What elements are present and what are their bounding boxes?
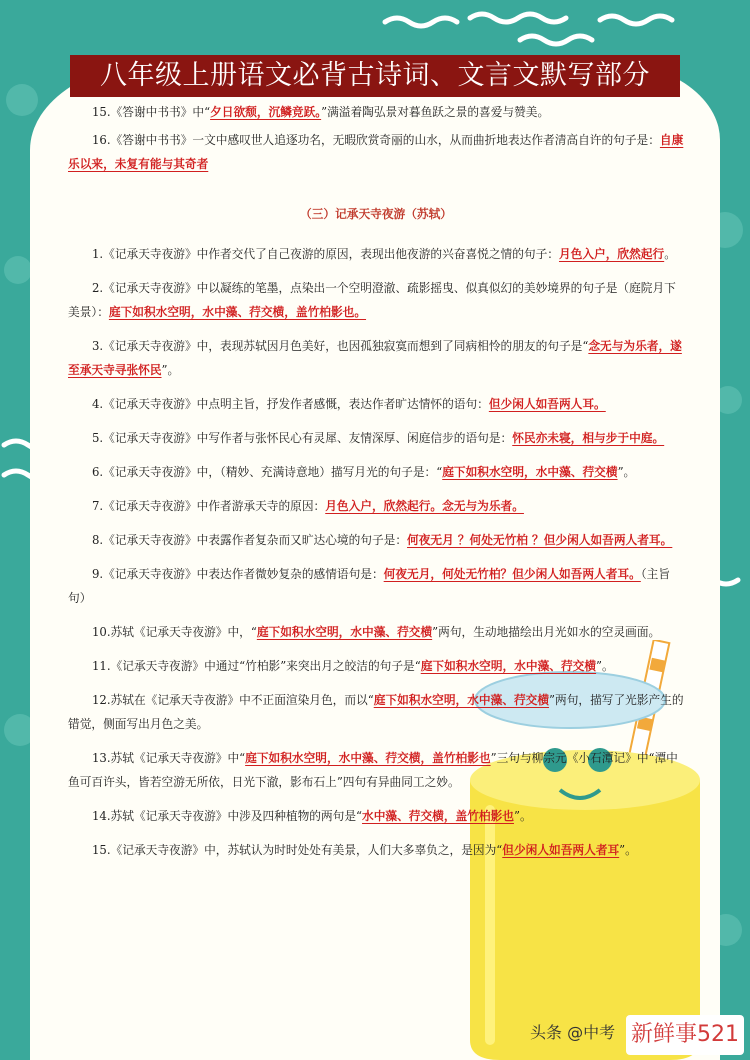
question-text-end: ”。 xyxy=(513,809,532,823)
answer-text: 怀民亦未寝，相与步于中庭。 xyxy=(512,431,665,445)
question-number: 6. xyxy=(92,465,104,479)
question-text: 《记承天寺夜游》中表露作者复杂而又旷达心境的句子是： xyxy=(103,533,408,547)
question-number: 12. xyxy=(92,693,111,707)
question-text: 《记承天寺夜游》中点明主旨，抒发作者感慨，表达作者旷达情怀的语句： xyxy=(103,397,489,411)
question-item xyxy=(68,128,684,176)
answer-text: 月色入户，欣然起行。念无与为乐者。 xyxy=(325,499,524,513)
question-number: 15. xyxy=(92,843,111,857)
question-item xyxy=(68,392,684,416)
question-text: 苏轼在《记承天寺夜游》中不正面渲染月色，而以“ xyxy=(110,693,374,707)
question-text: 《记承天寺夜游》中表达作者微妙复杂的感情语句是： xyxy=(103,567,384,581)
question-number: 11. xyxy=(92,659,111,673)
question-item xyxy=(68,746,684,794)
question-text: 《记承天寺夜游》中，表现苏轼因月色美好，也因孤独寂寞而想到了同病相怜的朋友的句子是“ xyxy=(103,339,589,353)
question-text: 苏轼《记承天寺夜游》中涉及四种植物的两句是“ xyxy=(110,809,363,823)
question-text-end: （主旨句） xyxy=(68,567,671,605)
section-title: （三）记承天寺夜游（苏轼） xyxy=(300,207,452,221)
answer-text: 念无与为乐者，遂至承天寺寻张怀民 xyxy=(68,339,682,377)
question-text-end: ”。 xyxy=(161,363,180,377)
answer-text: 水中藻、荇交横，盖竹柏影也 xyxy=(362,809,514,823)
question-item xyxy=(68,620,684,644)
question-number: 13. xyxy=(92,751,111,765)
question-number: 7. xyxy=(92,499,104,513)
question-number: 14. xyxy=(92,809,111,823)
answer-text: 庭下如积水空明，水中藻、荇交横 xyxy=(256,625,433,639)
question-text-end: 。 xyxy=(664,247,676,261)
question-text: 《答谢中书书》一文中感叹世人追逐功名，无暇欣赏奇丽的山水，从而曲折地表达作者清高自许的句子是： xyxy=(110,133,660,147)
question-text: 《答谢中书书》中“ xyxy=(110,105,211,119)
question-text: 《记承天寺夜游》中写作者与张怀民心有灵犀、友情深厚、闲庭信步的语句是： xyxy=(103,431,513,445)
question-text: 《记承天寺夜游》中作者交代了自己夜游的原因，表现出他夜游的兴奋喜悦之情的句子： xyxy=(103,247,559,261)
question-number: 1. xyxy=(92,247,104,261)
question-item xyxy=(68,838,684,862)
question-text-end: ”三句与柳宗元《小石潭记》中“潭中鱼可百许头，皆若空游无所依，日光下澈，影布石上”四句有异曲同工之妙。 xyxy=(68,751,678,789)
question-text-end: ”两句，生动地描绘出月光如水的空灵画面。 xyxy=(432,625,661,639)
question-number: 4. xyxy=(92,397,104,411)
question-text: 《记承天寺夜游》中，苏轼认为时时处处有美景，人们大多辜负之，是因为“ xyxy=(110,843,503,857)
question-text-end: ”。 xyxy=(617,465,636,479)
question-number: 16. xyxy=(92,133,111,147)
question-item xyxy=(68,460,684,484)
question-item xyxy=(68,688,684,736)
answer-text: 庭下如积水空明，水中藻、荇交横，盖竹柏影也。 xyxy=(108,305,367,319)
question-text: 苏轼《记承天寺夜游》中“ xyxy=(110,751,246,765)
answer-text: 何夜无月，何处无竹柏？但少闲人如吾两人者耳。 xyxy=(383,567,641,581)
question-text-end: ”。 xyxy=(619,843,637,857)
question-number: 15. xyxy=(92,105,111,119)
answer-text: 庭下如积水空明，水中藻、荇交横 xyxy=(373,693,550,707)
question-item xyxy=(68,426,684,450)
content-body xyxy=(68,100,684,872)
question-item xyxy=(68,334,684,382)
question-item xyxy=(68,804,684,828)
answer-text: 但少闲人如吾两人耳。 xyxy=(488,397,606,411)
question-item xyxy=(68,562,684,610)
answer-text: 夕日欲颓，沉鳞竞跃。 xyxy=(210,105,322,119)
question-item xyxy=(68,100,684,124)
answer-text: 庭下如积水空明，水中藻、荇交横，盖竹柏影也 xyxy=(245,751,491,765)
question-number: 2. xyxy=(92,281,104,295)
question-text-end: ”两句，描写了光影产生的错觉，侧面写出月色之美。 xyxy=(68,693,684,731)
question-text: 《记承天寺夜游》中通过“竹柏影”来突出月之皎洁的句子是“ xyxy=(110,659,421,673)
question-item xyxy=(68,528,684,552)
question-item xyxy=(68,494,684,518)
question-item xyxy=(68,654,684,678)
question-item xyxy=(68,276,684,324)
question-text: 《记承天寺夜游》中以凝练的笔墨，点染出一个空明澄澈、疏影摇曳、似真似幻的美妙境界的句子是（庭院月下美景）： xyxy=(68,281,676,319)
answer-text: 庭下如积水空明，水中藻、荇交横 xyxy=(442,465,618,479)
page-title: 八年级上册语文必背古诗词、文言文默写部分 xyxy=(70,55,680,97)
answer-text: 庭下如积水空明，水中藻、荇交横 xyxy=(420,659,597,673)
brand-badge: 新鲜事521 xyxy=(626,1015,744,1055)
question-number: 3. xyxy=(92,339,104,353)
question-text-end: ”满溢着陶弘景对暮鱼跃之景的喜爱与赞美。 xyxy=(321,105,550,119)
question-number: 8. xyxy=(92,533,104,547)
watermark-text: 头条 @中考 xyxy=(530,1023,616,1042)
answer-text: 何夜无月 ？何处无竹柏 ？但少闲人如吾两人者耳。 xyxy=(407,533,673,547)
question-number: 10. xyxy=(92,625,111,639)
question-text: 《记承天寺夜游》中，（精妙、充满诗意地）描写月光的句子是：“ xyxy=(103,465,443,479)
question-text: 《记承天寺夜游》中作者游承天寺的原因： xyxy=(103,499,326,513)
question-text: 苏轼《记承天寺夜游》中，“ xyxy=(110,625,257,639)
answer-text: 自康乐以来，未复有能与其奇者 xyxy=(68,133,684,171)
question-number: 5. xyxy=(92,431,104,445)
answers-list-top xyxy=(68,100,684,176)
answers-list-main xyxy=(68,242,684,862)
answer-text: 但少闲人如吾两人者耳 xyxy=(502,843,620,857)
question-item xyxy=(68,242,684,266)
answer-text: 月色入户，欣然起行 xyxy=(558,247,665,261)
question-text-end: ”。 xyxy=(596,659,614,673)
question-number: 9. xyxy=(92,567,104,581)
